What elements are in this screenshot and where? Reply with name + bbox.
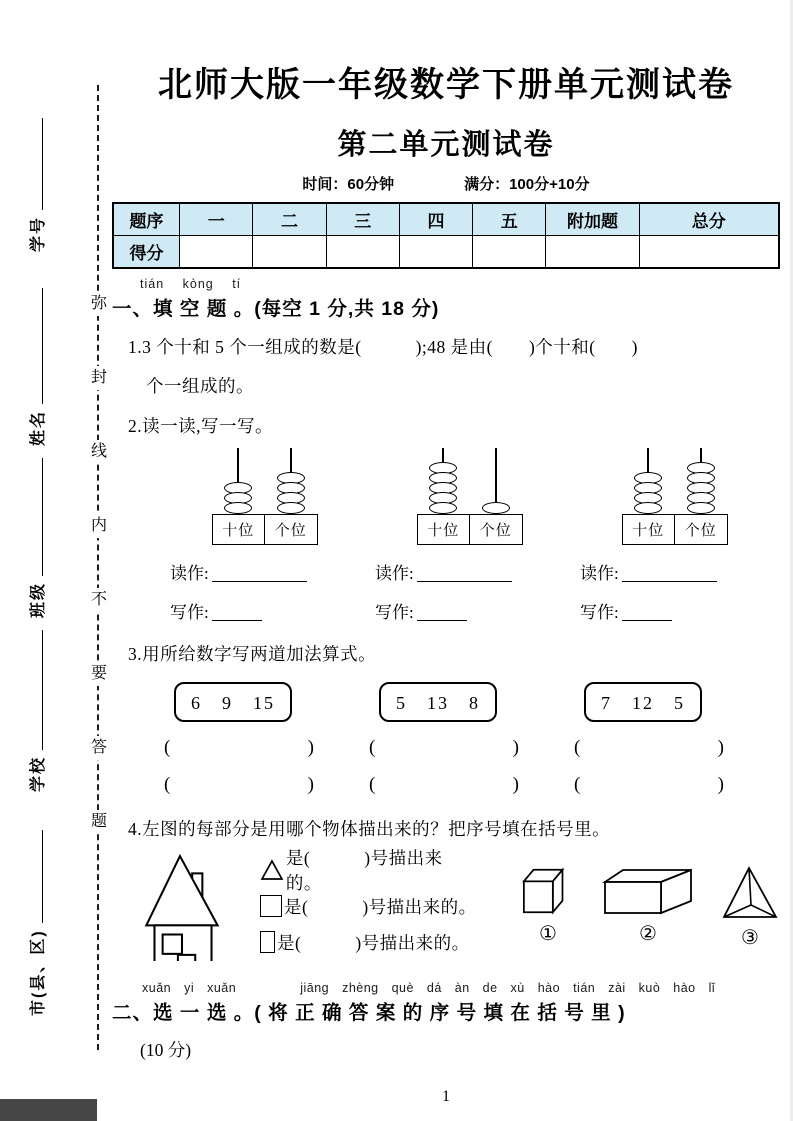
- header-cell: 五: [473, 203, 546, 236]
- seal-char: 封: [91, 366, 107, 390]
- paren-close: ): [717, 774, 724, 795]
- read-as-label: 读作:: [170, 564, 209, 583]
- blank-line: [622, 606, 672, 621]
- abacus-ones-rod: [470, 448, 523, 514]
- blank-line: [30, 288, 43, 404]
- score-cell-empty: [473, 236, 546, 269]
- abacus-row: [112, 448, 780, 623]
- score-cell-empty: [639, 236, 779, 269]
- seal-char: 线: [91, 440, 107, 464]
- score-cell-empty: [180, 236, 253, 269]
- score-table-score-row: [113, 236, 779, 269]
- object-number: ③: [741, 927, 759, 949]
- ones-label: 个位: [469, 515, 522, 544]
- blank-line: [417, 606, 467, 621]
- read-as-line: [375, 559, 572, 584]
- question3-text: 3.用所给数字写两道加法算式。: [128, 644, 377, 664]
- shape-line-rectangle: [260, 929, 478, 955]
- seal-char: 内: [91, 514, 107, 538]
- answer-parens: [574, 774, 724, 796]
- object-cube: [520, 865, 576, 950]
- number-group: [572, 682, 777, 796]
- object-pyramid: [720, 865, 780, 950]
- scan-corner-artifact: [0, 1099, 97, 1121]
- score-table-header-row: [113, 203, 779, 236]
- score-cell-empty: [253, 236, 326, 269]
- exam-info: [112, 173, 780, 194]
- paren-close: ): [512, 774, 519, 795]
- abacus-tens-rod: [622, 448, 675, 514]
- abacus-group: [162, 448, 367, 623]
- blank-line: [417, 567, 512, 582]
- blank-line: [30, 830, 43, 923]
- seal-char: 不: [91, 588, 107, 612]
- seal-char: 弥: [91, 292, 107, 316]
- paren-open: (: [164, 774, 171, 795]
- full-score-label: 满分：100分+10分: [464, 176, 590, 193]
- shape-question-lines: [260, 848, 478, 955]
- read-as-label: 读作:: [375, 564, 414, 583]
- tens-label: 十位: [632, 523, 665, 539]
- section2-pinyin-left: xuǎn yi xuǎn: [142, 981, 237, 995]
- abacus-bead: [482, 502, 510, 514]
- blank-line: [212, 606, 262, 621]
- object-number: ①: [539, 923, 557, 945]
- paper-title: 北师大版一年级数学下册单元测试卷: [158, 66, 734, 104]
- section1-pinyin: tián kòng tí: [140, 277, 242, 291]
- tens-label: 十位: [427, 523, 460, 539]
- number-groups-row: [112, 682, 780, 796]
- write-as-label: 写作:: [170, 603, 209, 622]
- blank-line: [30, 458, 43, 576]
- header-cell: 附加题: [546, 203, 639, 236]
- margin-field-label: 学校: [29, 755, 47, 792]
- solid-objects: [520, 865, 780, 950]
- page-number: 1: [442, 1088, 450, 1105]
- question4-figures: [112, 848, 780, 961]
- seal-char: 答: [91, 736, 107, 760]
- seal-char: 题: [91, 810, 107, 834]
- pyramid-icon: [720, 865, 780, 921]
- paren-close: ): [717, 737, 724, 758]
- answer-parens: [164, 737, 314, 759]
- abacus-group: [367, 448, 572, 623]
- triangle-icon: [260, 859, 284, 881]
- blank-line: [30, 118, 43, 210]
- blank-line: [30, 630, 43, 750]
- abacus-figure: [212, 448, 318, 545]
- abacus-rods: [212, 448, 318, 514]
- read-as-line: [580, 559, 777, 584]
- write-as-label: 写作:: [580, 603, 619, 622]
- object-number: ②: [639, 923, 657, 945]
- score-cell-empty: [326, 236, 399, 269]
- square-icon: [260, 895, 282, 917]
- section2-pinyin-right: jiāng zhèng què dá àn de xù hào tián zài kuò hào lǐ: [300, 981, 716, 995]
- cuboid-icon: [602, 865, 694, 917]
- number-box: 6 9 15: [174, 682, 292, 722]
- read-as-label: 读作:: [580, 564, 619, 583]
- abacus-figure: [622, 448, 728, 545]
- header-cell: 题序: [113, 203, 180, 236]
- house-figure: [132, 853, 234, 961]
- abacus-group: [572, 448, 777, 623]
- header-cell: 四: [399, 203, 472, 236]
- margin-field-name: [24, 288, 48, 446]
- score-row-label: 得分: [113, 236, 180, 269]
- abacus-bead: [224, 502, 252, 514]
- header-cell: 二: [253, 203, 326, 236]
- question1-line2: 个一组成的。: [146, 376, 254, 396]
- unit-title: 第二单元测试卷: [337, 129, 555, 161]
- abacus-bead: [634, 502, 662, 514]
- shape-line-triangle: [260, 848, 478, 893]
- abacus-bead: [277, 502, 305, 514]
- answer-parens: [369, 737, 519, 759]
- paren-close: ): [512, 737, 519, 758]
- blank-line: [622, 567, 717, 582]
- header-cell: 一: [180, 203, 253, 236]
- object-cuboid: [602, 865, 694, 950]
- margin-field-label: 市(县、区): [29, 929, 47, 1016]
- margin-field-city: [24, 830, 48, 1016]
- write-as-line: [170, 598, 367, 623]
- write-as-line: [375, 598, 572, 623]
- margin-field-label: 姓名: [29, 409, 47, 446]
- time-label: 时间：60分钟: [302, 176, 395, 193]
- place-value-table: [417, 514, 523, 545]
- write-as-label: 写作:: [375, 603, 414, 622]
- abacus-tens-rod: [212, 448, 265, 514]
- seal-char: 要: [91, 662, 107, 686]
- place-value-table: [212, 514, 318, 545]
- answer-parens: [369, 774, 519, 796]
- section1-heading: 一、填 空 题 。(每空 1 分,共 18 分): [112, 298, 440, 320]
- abacus-rods: [417, 448, 523, 514]
- section2-points: (10 分): [140, 1040, 192, 1060]
- shape-line-square: [260, 893, 478, 919]
- number-box: 5 13 8: [379, 682, 497, 722]
- header-cell: 三: [326, 203, 399, 236]
- margin-field-label: 学号: [29, 215, 47, 252]
- score-cell-empty: [546, 236, 639, 269]
- abacus-ones-rod: [265, 448, 318, 514]
- shape-line-text: 是( )号描出来的。: [284, 896, 477, 917]
- main-content: [112, 0, 780, 1106]
- ones-label: 个位: [264, 515, 317, 544]
- question1-line1: 1.3 个十和 5 个一组成的数是( );48 是由( )个十和( ): [128, 337, 638, 357]
- margin-field-class: [24, 458, 48, 618]
- paren-close: ): [307, 737, 314, 758]
- blank-line: [212, 567, 307, 582]
- section2-heading: 二、选 一 选 。( 将 正 确 答 案 的 序 号 填 在 括 号 里 ): [112, 1002, 626, 1024]
- number-group: [162, 682, 367, 796]
- shape-line-text: 是( )号描出来的。: [285, 848, 443, 893]
- cube-icon: [520, 865, 576, 917]
- number-box: 7 12 5: [584, 682, 702, 722]
- ones-label: 个位: [674, 515, 727, 544]
- section2-pinyin: [142, 981, 780, 995]
- paren-open: (: [164, 737, 171, 758]
- rectangle-icon: [260, 931, 275, 953]
- tens-label: 十位: [222, 523, 255, 539]
- paren-open: (: [369, 774, 376, 795]
- paren-open: (: [369, 737, 376, 758]
- seal-text: [86, 292, 112, 834]
- paren-open: (: [574, 774, 581, 795]
- abacus-ones-rod: [675, 448, 728, 514]
- abacus-tens-rod: [417, 448, 470, 514]
- abacus-bead: [687, 502, 715, 514]
- read-as-line: [170, 559, 367, 584]
- abacus-rods: [622, 448, 728, 514]
- paren-close: ): [307, 774, 314, 795]
- abacus-bead: [429, 502, 457, 514]
- number-group: [367, 682, 572, 796]
- answer-parens: [164, 774, 314, 796]
- place-value-table: [622, 514, 728, 545]
- paren-open: (: [574, 737, 581, 758]
- write-as-line: [580, 598, 777, 623]
- margin-field-student-number: [24, 118, 48, 252]
- score-table: [112, 202, 780, 269]
- question4-text: 4.左图的每部分是用哪个物体描出来的？把序号填在括号里。: [128, 819, 611, 839]
- shape-line-text: 是( )号描出来的。: [277, 932, 470, 953]
- house-drawing-icon: [132, 853, 234, 961]
- score-cell-empty: [399, 236, 472, 269]
- margin-field-label: 班级: [29, 581, 47, 618]
- header-cell: 总分: [639, 203, 779, 236]
- margin-field-school: [24, 630, 48, 792]
- question2-text: 2.读一读,写一写。: [128, 416, 273, 436]
- abacus-figure: [417, 448, 523, 545]
- answer-parens: [574, 737, 724, 759]
